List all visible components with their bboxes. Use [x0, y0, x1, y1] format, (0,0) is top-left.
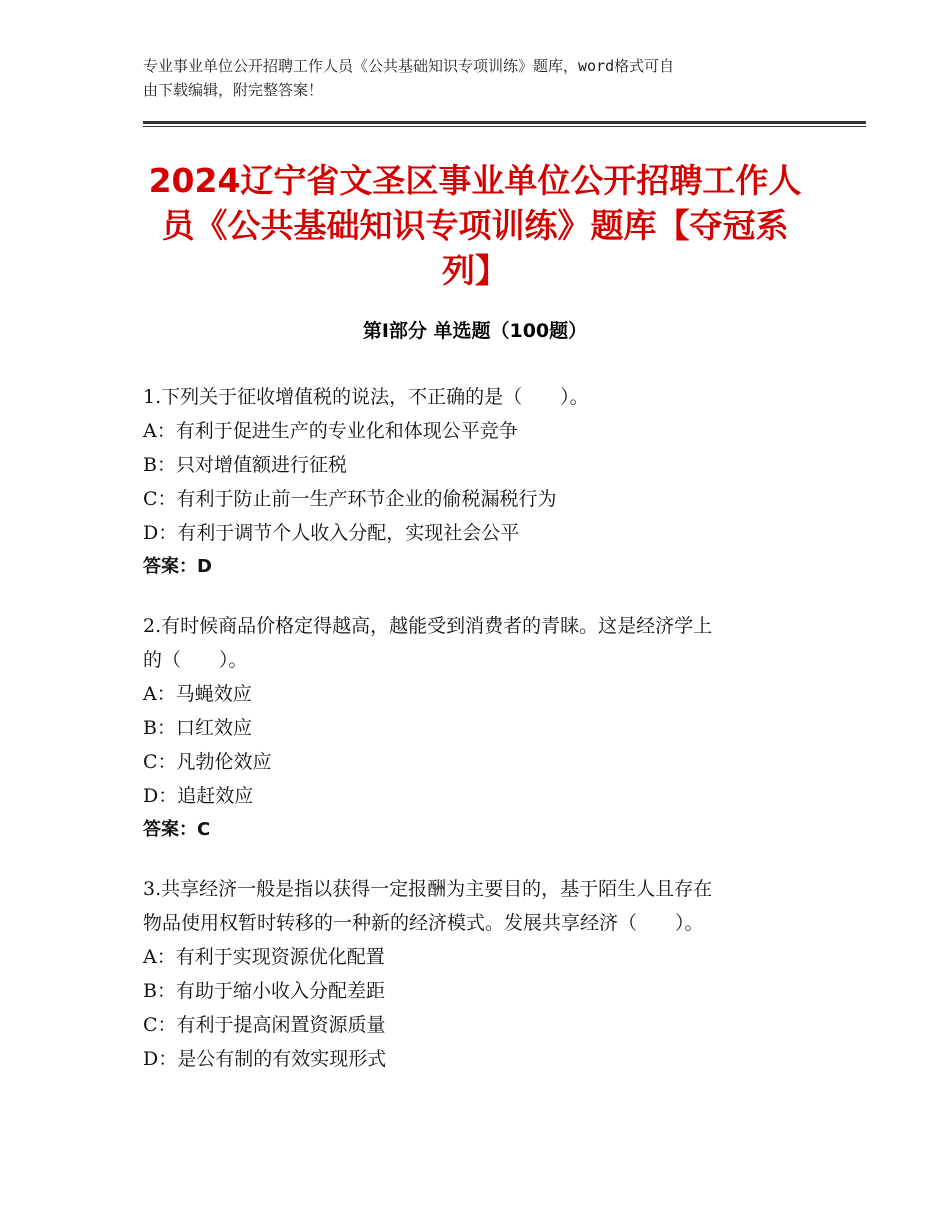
document-header-note	[143, 54, 803, 102]
question-2	[143, 609, 808, 847]
question-1	[143, 380, 808, 584]
question-stem: 3.共享经济一般是指以获得一定报酬为主要目的，基于陌生人且存在	[143, 878, 713, 900]
question-stem-continued: 的（ ）。	[143, 649, 248, 671]
option-b: B：有助于缩小收入分配差距	[143, 980, 385, 1002]
question-stem: 1.下列关于征收增值税的说法，不正确的是（ ）。	[143, 386, 589, 408]
answer-label: 答案：C	[143, 819, 211, 840]
header-divider-thick	[143, 121, 866, 124]
option-d: D：追赶效应	[143, 785, 254, 807]
section-heading: 第Ⅰ部分 单选题（100题）	[362, 320, 588, 342]
question-stem-continued: 物品使用权暂时转移的一种新的经济模式。发展共享经济（ ）。	[143, 912, 704, 934]
option-b: B：口红效应	[143, 717, 252, 739]
option-a: A：有利于促进生产的专业化和体现公平竞争	[143, 420, 518, 442]
option-d: D：有利于调节个人收入分配，实现社会公平	[143, 522, 520, 544]
header-line-1: 专业事业单位公开招聘工作人员《公共基础知识专项训练》题库，word格式可自	[143, 57, 675, 75]
question-list	[143, 380, 808, 1101]
option-b: B：只对增值额进行征税	[143, 454, 347, 476]
question-stem: 2.有时候商品价格定得越高，越能受到消费者的青睐。这是经济学上	[143, 615, 713, 637]
option-a: A：有利于实现资源优化配置	[143, 946, 385, 968]
option-c: C：凡勃伦效应	[143, 751, 272, 773]
option-c: C：有利于防止前一生产环节企业的偷税漏税行为	[143, 488, 557, 510]
header-divider-thin	[143, 126, 866, 127]
title-line-2: 员《公共基础知识专项训练》题库【夺冠系	[161, 206, 789, 245]
question-3	[143, 872, 808, 1076]
option-a: A：马蝇效应	[143, 683, 252, 705]
option-d: D：是公有制的有效实现形式	[143, 1048, 387, 1070]
option-c: C：有利于提高闲置资源质量	[143, 1014, 386, 1036]
title-line-1: 2024辽宁省文圣区事业单位公开招聘工作人	[148, 161, 802, 200]
title-line-3: 列】	[442, 251, 508, 290]
document-title	[125, 158, 825, 293]
header-line-2: 由下载编辑，附完整答案！	[143, 81, 324, 99]
answer-label: 答案：D	[143, 556, 212, 577]
